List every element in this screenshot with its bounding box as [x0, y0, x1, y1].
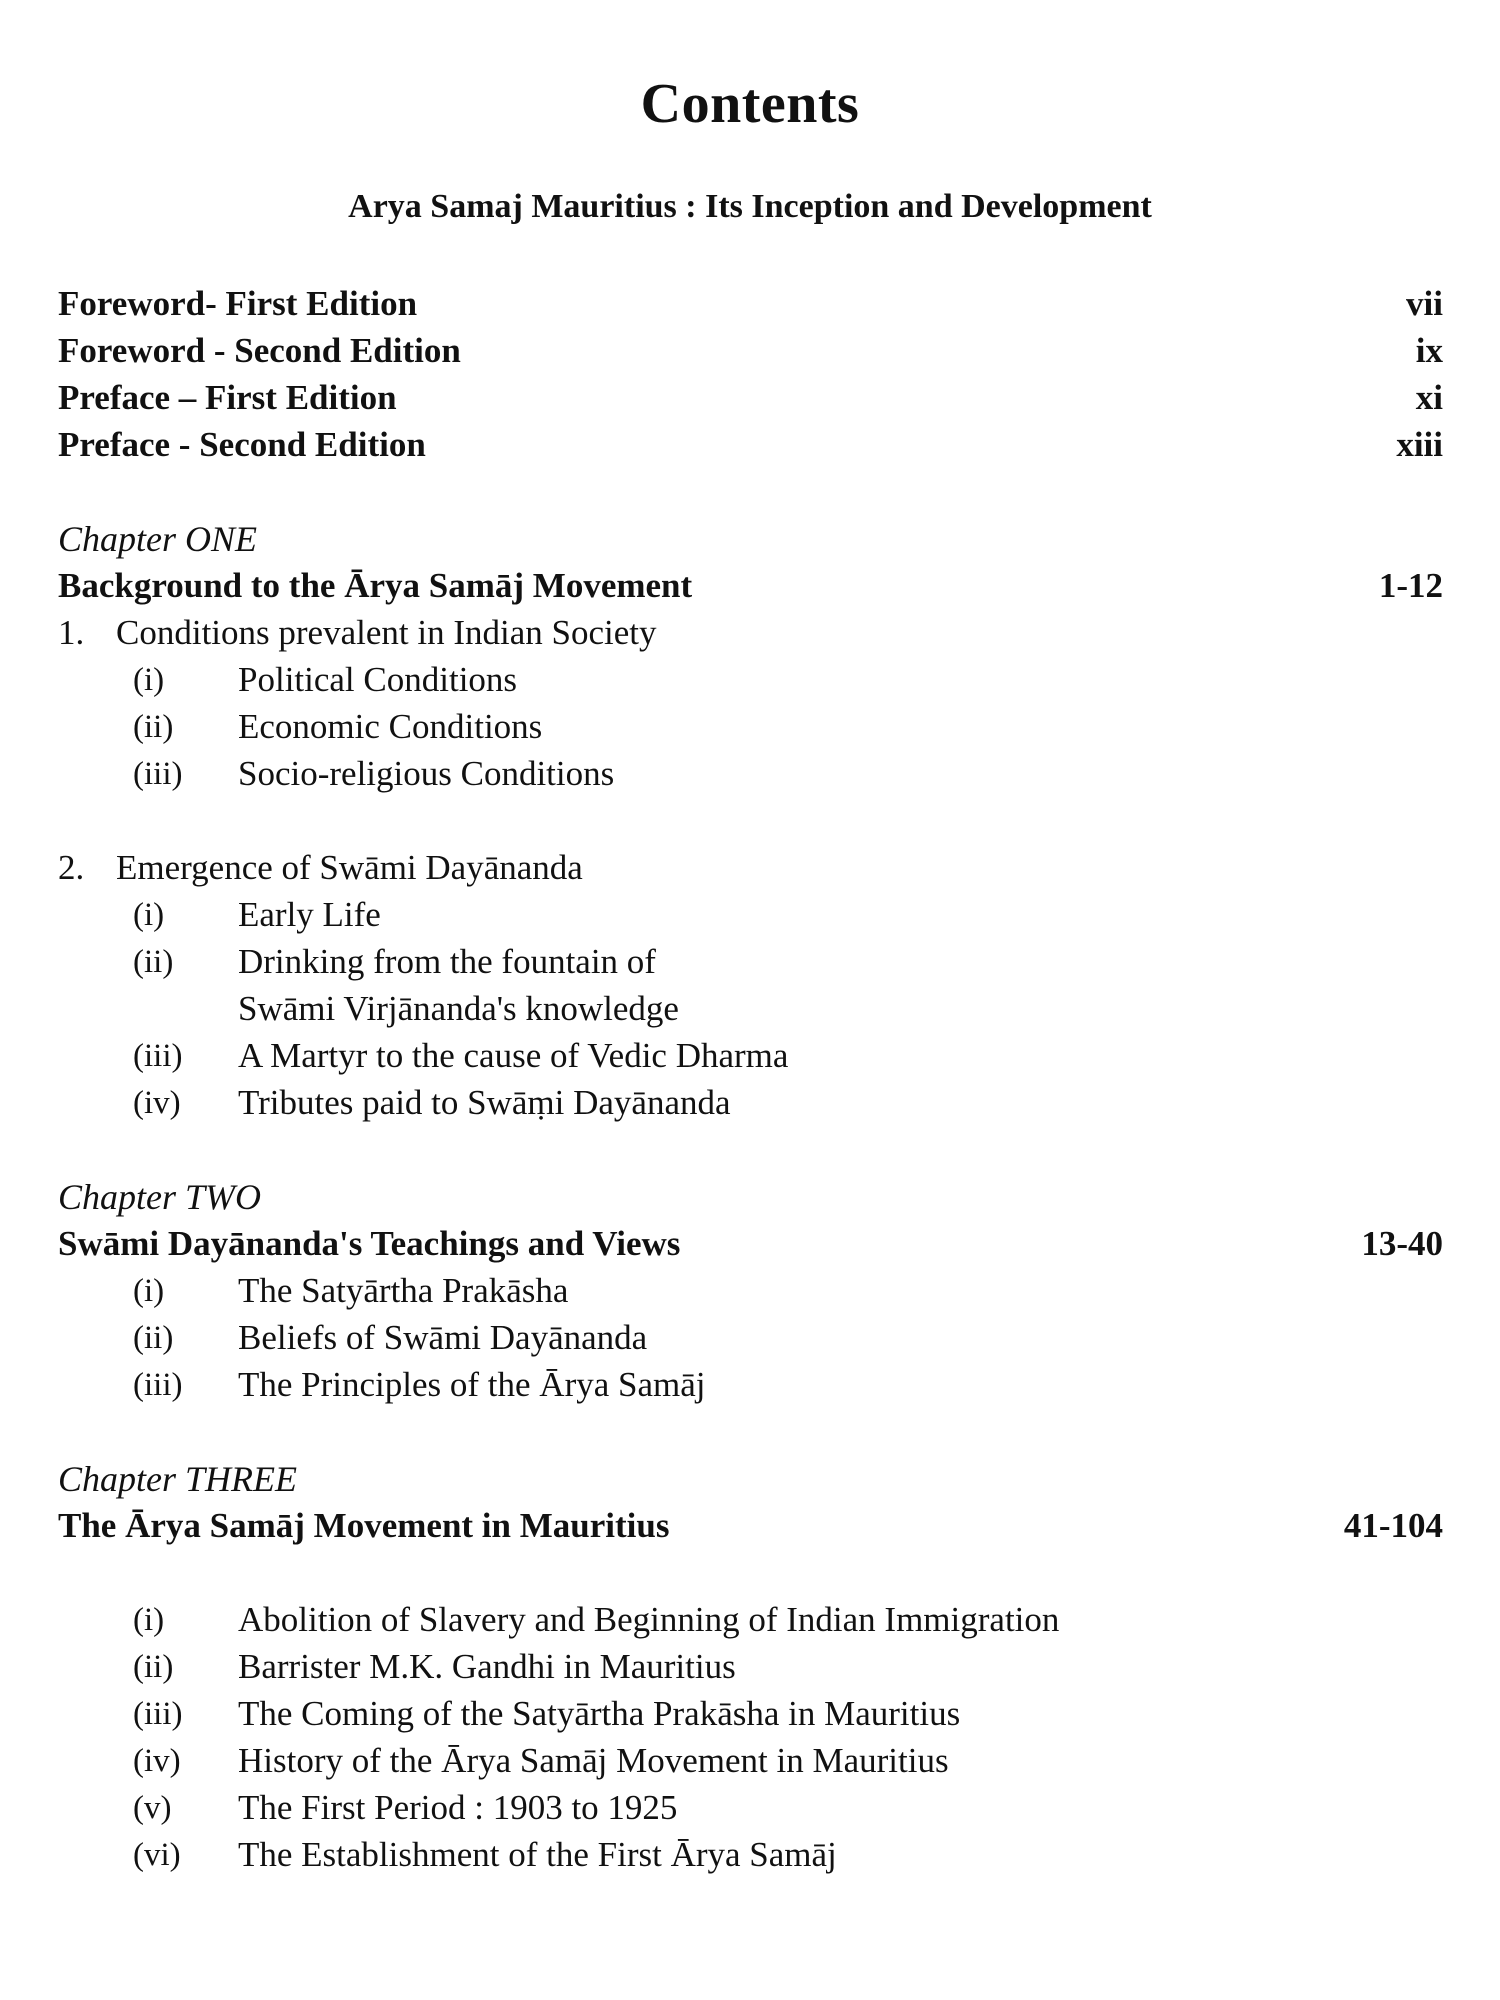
- list-item: [58, 752, 1443, 796]
- list-item: [58, 1598, 1443, 1642]
- list-item: [58, 705, 1443, 749]
- entry-page: vii: [1406, 284, 1443, 323]
- toc-entry-foreword-second[interactable]: [58, 329, 1443, 373]
- item-text: Political Conditions: [238, 660, 518, 699]
- list-item: [58, 1363, 1443, 1407]
- chapter-title: Swāmi Dayānanda's Teachings and Views: [58, 1224, 681, 1263]
- entry-page: ix: [1415, 331, 1443, 370]
- item-number: (ii): [133, 1320, 174, 1356]
- section-number: 2.: [58, 848, 85, 887]
- section-number: 1.: [58, 613, 85, 652]
- item-text: A Martyr to the cause of Vedic Dharma: [238, 1036, 789, 1075]
- item-number: (ii): [133, 1649, 174, 1685]
- chapter-title: Background to the Ārya Samāj Movement: [58, 566, 693, 605]
- list-item: [58, 1739, 1443, 1783]
- chapter-pages: 41-104: [1343, 1506, 1443, 1545]
- chapter-pages: 1-12: [1378, 566, 1443, 605]
- item-number: (iii): [133, 1038, 183, 1074]
- toc-entry-chapter-two[interactable]: [58, 1222, 1443, 1266]
- item-text: Socio-religious Conditions: [238, 754, 615, 793]
- entry-label: Preface – First Edition: [58, 378, 397, 417]
- item-text: Beliefs of Swāmi Dayānanda: [238, 1318, 648, 1357]
- toc-entry-preface-first[interactable]: [58, 376, 1443, 420]
- item-text: History of the Ārya Samāj Movement in Mauritius: [238, 1741, 949, 1780]
- item-text: The Satyārtha Prakāsha: [238, 1271, 569, 1310]
- item-text: Barrister M.K. Gandhi in Mauritius: [238, 1647, 736, 1686]
- toc-entry-foreword-first[interactable]: [58, 282, 1443, 326]
- item-number: (iii): [133, 1696, 183, 1732]
- entry-label: Preface - Second Edition: [58, 425, 426, 464]
- toc-entry-preface-second[interactable]: [58, 423, 1443, 467]
- list-item: [58, 1786, 1443, 1830]
- item-text: The Establishment of the First Ārya Samāj: [238, 1835, 837, 1874]
- chapter-one-label: Chapter ONE: [58, 519, 258, 559]
- section-heading: [58, 846, 1443, 890]
- item-text: The Principles of the Ārya Samāj: [238, 1365, 706, 1404]
- item-text: Drinking from the fountain of: [238, 942, 656, 981]
- list-item: [58, 658, 1443, 702]
- list-item: [58, 1692, 1443, 1736]
- item-text: Swāmi Virjānanda's knowledge: [238, 989, 679, 1028]
- item-number: (i): [133, 1602, 165, 1638]
- item-text: Abolition of Slavery and Beginning of Indian Immigration: [238, 1600, 1060, 1639]
- list-item: [58, 1269, 1443, 1313]
- item-text: Tributes paid to Swāṃi Dayānanda: [238, 1083, 731, 1122]
- item-text: The Coming of the Satyārtha Prakāsha in Mauritius: [238, 1694, 961, 1733]
- list-item: [58, 1316, 1443, 1360]
- item-number: (i): [133, 897, 165, 933]
- entry-label: Foreword- First Edition: [58, 284, 418, 323]
- item-number: (iii): [133, 1367, 183, 1403]
- toc-entry-chapter-three[interactable]: [58, 1504, 1443, 1548]
- chapter-pages: 13-40: [1361, 1224, 1443, 1263]
- list-item: [58, 1034, 1443, 1078]
- item-number: (iv): [133, 1743, 181, 1779]
- chapter-title: The Ārya Samāj Movement in Mauritius: [58, 1506, 670, 1545]
- toc-entry-chapter-one[interactable]: [58, 564, 1443, 608]
- entry-page: xi: [1415, 378, 1443, 417]
- item-number: (v): [133, 1790, 172, 1826]
- item-text: The First Period : 1903 to 1925: [238, 1788, 678, 1827]
- item-number: (i): [133, 1273, 165, 1309]
- item-number: (vi): [133, 1837, 181, 1873]
- list-item: [58, 1833, 1443, 1877]
- item-text: Early Life: [238, 895, 381, 934]
- chapter-two-label: Chapter TWO: [58, 1177, 262, 1217]
- section-title: Conditions prevalent in Indian Society: [116, 613, 657, 652]
- item-number: (i): [133, 662, 165, 698]
- chapter-three-label: Chapter THREE: [58, 1459, 297, 1499]
- book-subtitle: Arya Samaj Mauritius : Its Inception and Development: [348, 188, 1152, 225]
- section-title: Emergence of Swāmi Dayānanda: [116, 848, 583, 887]
- entry-label: Foreword - Second Edition: [58, 331, 461, 370]
- section-heading: [58, 611, 1443, 655]
- item-number: (ii): [133, 709, 174, 745]
- page-title: Contents: [640, 73, 860, 135]
- item-number: (ii): [133, 944, 174, 980]
- list-item: [58, 1645, 1443, 1689]
- list-item: [58, 940, 1443, 984]
- list-item: [58, 1081, 1443, 1125]
- list-item-continuation: [58, 987, 1443, 1031]
- list-item: [58, 893, 1443, 937]
- entry-page: xiii: [1396, 425, 1443, 464]
- item-text: Economic Conditions: [238, 707, 543, 746]
- item-number: (iii): [133, 756, 183, 792]
- item-number: (iv): [133, 1085, 181, 1121]
